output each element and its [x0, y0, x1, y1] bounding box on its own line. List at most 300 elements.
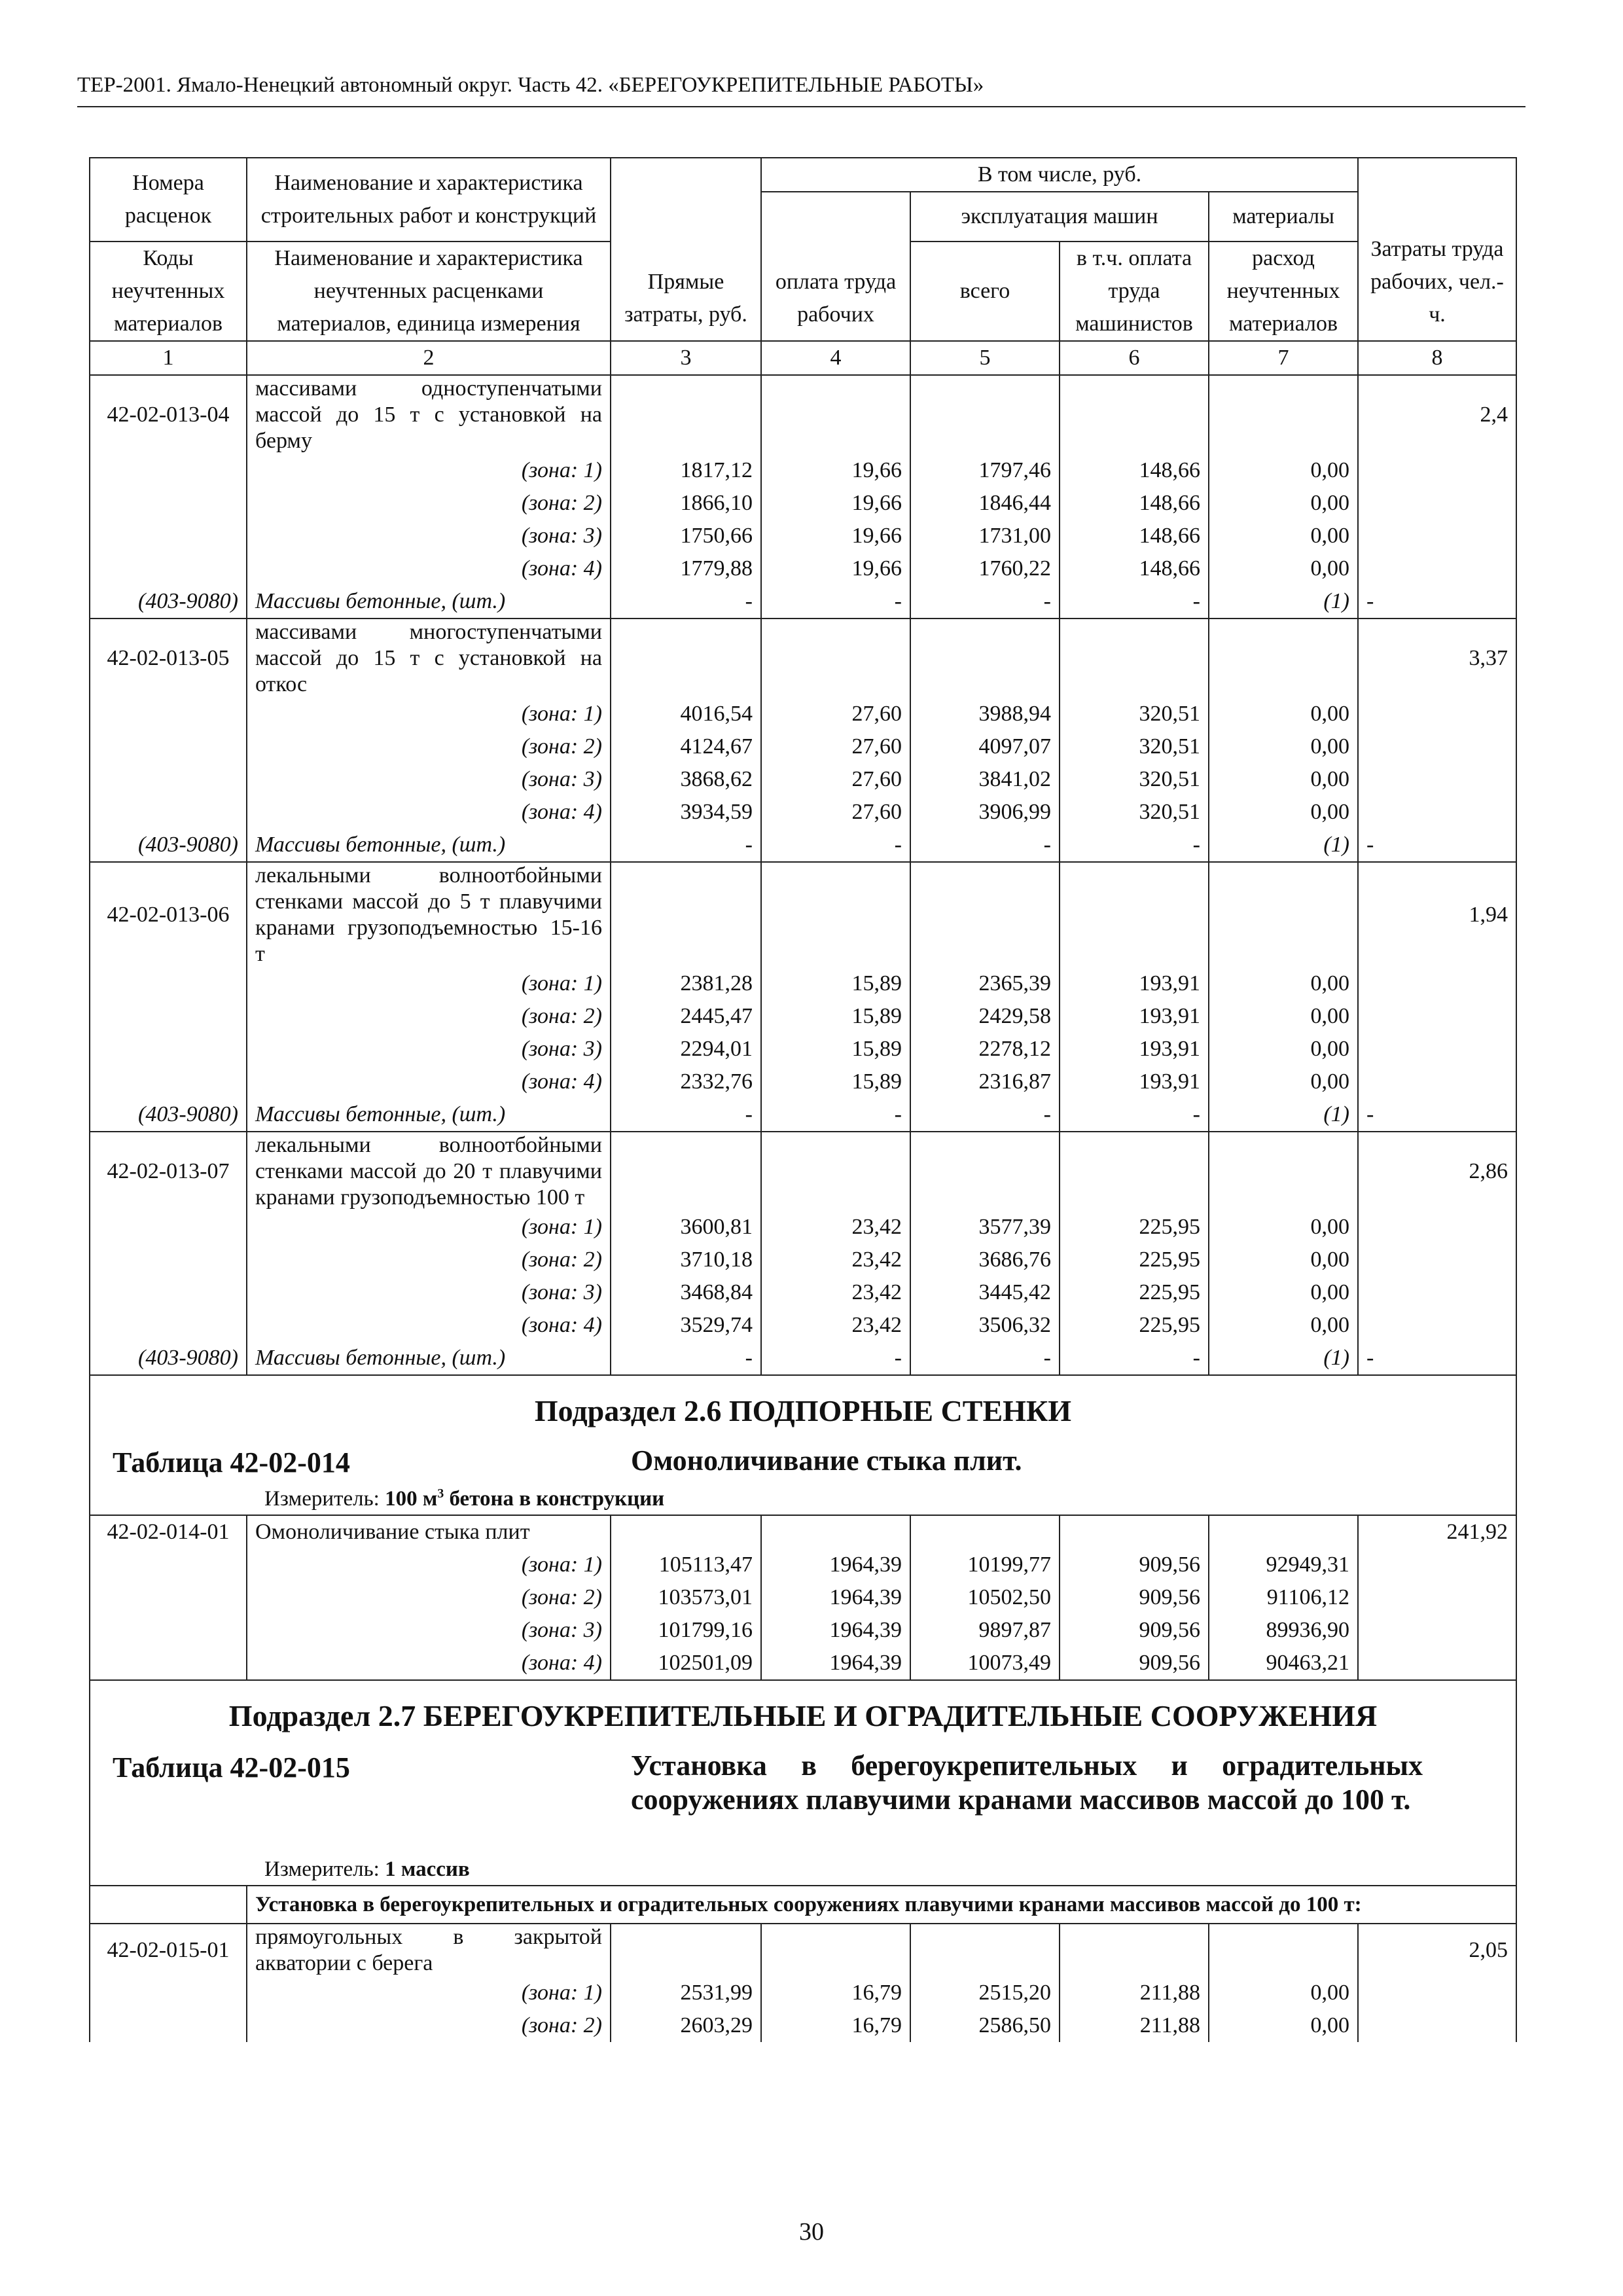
col-including: В том числе, руб. — [761, 158, 1358, 192]
empty-cell — [1358, 552, 1516, 585]
zone-value: 10199,77 — [910, 1549, 1060, 1581]
empty-cell — [90, 1276, 247, 1309]
zone-value: 19,66 — [761, 520, 910, 552]
rate-code: 42-02-015-01 — [90, 1924, 247, 1977]
col-name-top: Наименование и характеристика строительных работ и конструкций — [247, 158, 611, 242]
zone-value: 27,60 — [761, 730, 910, 763]
labor-cost: 2,05 — [1358, 1924, 1516, 1977]
empty-cell — [90, 454, 247, 487]
zone-value: 0,00 — [1209, 1244, 1358, 1276]
rate-description: лекальными волноотбойными стенками массой до 20 т плавучими кранами грузоподъемностью 100 т — [247, 1132, 611, 1211]
dash-cell: - — [611, 829, 761, 862]
zone-value: 320,51 — [1060, 730, 1209, 763]
zone-value: 0,00 — [1209, 552, 1358, 585]
zone-value: 909,56 — [1060, 1614, 1209, 1647]
col-num: 6 — [1060, 341, 1209, 375]
dash-cell: - — [1358, 1098, 1516, 1132]
rate-description: лекальными волноотбойными стенками массой до 5 т плавучими кранами грузоподъемностью 15-16 т — [247, 862, 611, 967]
table-row — [90, 1581, 1516, 1614]
zone-value: 91106,12 — [1209, 1581, 1358, 1614]
zone-value: 2445,47 — [611, 1000, 761, 1033]
dash-cell: - — [910, 585, 1060, 619]
zone-label: (зона: 2) — [247, 730, 611, 763]
empty-cell — [761, 1515, 910, 1549]
zone-value: 105113,47 — [611, 1549, 761, 1581]
material-qty: (1) — [1209, 585, 1358, 619]
table-row — [90, 763, 1516, 796]
table-row — [90, 585, 1516, 619]
empty-cell — [1358, 1614, 1516, 1647]
empty-cell — [1358, 1581, 1516, 1614]
empty-cell — [90, 1977, 247, 2009]
empty-cell — [1358, 1276, 1516, 1309]
empty-cell — [1358, 763, 1516, 796]
dash-cell: - — [910, 1098, 1060, 1132]
zone-value: 90463,21 — [1209, 1647, 1358, 1680]
empty-cell — [1358, 796, 1516, 829]
zone-label: (зона: 3) — [247, 1614, 611, 1647]
header-rule — [77, 106, 1525, 107]
material-name: Массивы бетонные, (шт.) — [247, 829, 611, 862]
zone-label: (зона: 1) — [247, 1977, 611, 2009]
empty-cell — [1209, 375, 1358, 454]
section-26-block — [90, 1375, 1516, 1515]
empty-cell — [1358, 1211, 1516, 1244]
dash-cell: - — [611, 1342, 761, 1375]
zone-value: 0,00 — [1209, 520, 1358, 552]
empty-cell — [611, 619, 761, 698]
zone-value: 9897,87 — [910, 1614, 1060, 1647]
zone-value: 193,91 — [1060, 1000, 1209, 1033]
zone-value: 320,51 — [1060, 796, 1209, 829]
empty-cell — [1060, 862, 1209, 967]
table-title: Омоноличивание стыка плит. — [631, 1444, 1022, 1477]
dash-cell: - — [1060, 1098, 1209, 1132]
col-code-bottom: Коды неучтенных материалов — [90, 242, 247, 341]
empty-cell — [1209, 1515, 1358, 1549]
empty-cell — [1060, 619, 1209, 698]
zone-value: 1797,46 — [910, 454, 1060, 487]
zone-value: 10073,49 — [910, 1647, 1060, 1680]
dash-cell: - — [611, 585, 761, 619]
table-row — [90, 375, 1516, 454]
dash-cell: - — [761, 1342, 910, 1375]
empty-cell — [611, 1515, 761, 1549]
zone-value: 1731,00 — [910, 520, 1060, 552]
rate-description: прямоугольных в закрытой акватории с берега — [247, 1924, 611, 1977]
zone-value: 3577,39 — [910, 1211, 1060, 1244]
empty-cell — [1060, 1924, 1209, 1977]
zone-label: (зона: 1) — [247, 698, 611, 730]
table-row — [90, 1309, 1516, 1342]
zone-value: 148,66 — [1060, 487, 1209, 520]
dash-cell: - — [761, 1098, 910, 1132]
col-machines-total: всего — [910, 242, 1060, 341]
empty-cell — [1358, 2009, 1516, 2042]
material-qty: (1) — [1209, 829, 1358, 862]
zone-value: 2429,58 — [910, 1000, 1060, 1033]
table-row — [90, 730, 1516, 763]
section-title: Подраздел 2.7 БЕРЕГОУКРЕПИТЕЛЬНЫЕ И ОГРАДИТЕЛЬНЫЕ СООРУЖЕНИЯ — [228, 1699, 1378, 1732]
empty-cell — [1358, 1977, 1516, 2009]
empty-cell — [1358, 1309, 1516, 1342]
labor-cost: 2,86 — [1358, 1132, 1516, 1211]
material-name: Массивы бетонные, (шт.) — [247, 585, 611, 619]
empty-cell — [90, 1309, 247, 1342]
dash-cell: - — [1358, 585, 1516, 619]
empty-cell — [910, 1515, 1060, 1549]
zone-value: 2332,76 — [611, 1066, 761, 1098]
empty-cell — [1060, 1515, 1209, 1549]
empty-cell — [1358, 1549, 1516, 1581]
empty-cell — [611, 375, 761, 454]
labor-cost: 1,94 — [1358, 862, 1516, 967]
empty-cell — [90, 2009, 247, 2042]
zone-label: (зона: 4) — [247, 1066, 611, 1098]
table-row — [90, 1647, 1516, 1680]
table-row — [90, 1375, 1516, 1515]
empty-cell — [761, 1132, 910, 1211]
material-name: Массивы бетонные, (шт.) — [247, 1342, 611, 1375]
table-row — [90, 698, 1516, 730]
material-qty: (1) — [1209, 1098, 1358, 1132]
dash-cell: - — [1060, 829, 1209, 862]
empty-cell — [90, 1244, 247, 1276]
zone-value: 2603,29 — [611, 2009, 761, 2042]
table-row — [90, 1886, 1516, 1924]
empty-cell — [910, 862, 1060, 967]
zone-value: 89936,90 — [1209, 1614, 1358, 1647]
table-row — [90, 967, 1516, 1000]
zone-value: 1964,39 — [761, 1581, 910, 1614]
empty-cell — [1358, 698, 1516, 730]
zone-value: 27,60 — [761, 763, 910, 796]
empty-cell — [1060, 1132, 1209, 1211]
material-code: (403-9080) — [90, 829, 247, 862]
col-labor: Затраты труда рабочих, чел.-ч. — [1358, 158, 1516, 341]
empty-cell — [90, 487, 247, 520]
labor-cost: 2,4 — [1358, 375, 1516, 454]
dash-cell: - — [910, 1342, 1060, 1375]
empty-cell — [1209, 619, 1358, 698]
zone-value: 102501,09 — [611, 1647, 761, 1680]
empty-cell — [910, 375, 1060, 454]
dash-cell: - — [1358, 1342, 1516, 1375]
empty-cell — [1358, 454, 1516, 487]
empty-cell — [90, 1581, 247, 1614]
meas-label: Измеритель: — [264, 1487, 380, 1511]
zone-value: 0,00 — [1209, 454, 1358, 487]
zone-label: (зона: 4) — [247, 1309, 611, 1342]
zone-value: 2365,39 — [910, 967, 1060, 1000]
empty-cell — [90, 796, 247, 829]
zone-label: (зона: 1) — [247, 967, 611, 1000]
rates-table — [89, 157, 1517, 2042]
zone-value: 19,66 — [761, 487, 910, 520]
empty-cell — [90, 552, 247, 585]
zone-value: 16,79 — [761, 1977, 910, 2009]
subheading: Установка в берегоукрепительных и оградительных сооружениях плавучими кранами массивов массой до 100 т: — [247, 1886, 1516, 1924]
zone-value: 23,42 — [761, 1276, 910, 1309]
empty-cell — [90, 730, 247, 763]
page-number: 30 — [799, 2218, 824, 2246]
zone-value: 0,00 — [1209, 763, 1358, 796]
zone-value: 15,89 — [761, 967, 910, 1000]
dash-cell: - — [761, 585, 910, 619]
col-num: 3 — [611, 341, 761, 375]
zone-value: 0,00 — [1209, 2009, 1358, 2042]
zone-label: (зона: 4) — [247, 1647, 611, 1680]
zone-value: 0,00 — [1209, 487, 1358, 520]
zone-value: 211,88 — [1060, 1977, 1209, 2009]
zone-value: 1964,39 — [761, 1614, 910, 1647]
table-row — [90, 1614, 1516, 1647]
empty-cell — [611, 1924, 761, 1977]
col-num: 8 — [1358, 341, 1516, 375]
labor-cost: 3,37 — [1358, 619, 1516, 698]
zone-value: 909,56 — [1060, 1581, 1209, 1614]
zone-value: 148,66 — [1060, 520, 1209, 552]
zone-value: 2586,50 — [910, 2009, 1060, 2042]
zone-value: 0,00 — [1209, 1000, 1358, 1033]
zone-value: 3710,18 — [611, 1244, 761, 1276]
zone-value: 1866,10 — [611, 487, 761, 520]
dash-cell: - — [1358, 829, 1516, 862]
table-row — [90, 1276, 1516, 1309]
empty-cell — [1358, 1244, 1516, 1276]
zone-value: 92949,31 — [1209, 1549, 1358, 1581]
dash-cell: - — [1060, 1342, 1209, 1375]
section-title: Подраздел 2.6 ПОДПОРНЫЕ СТЕНКИ — [534, 1394, 1072, 1427]
table-label: Таблица 42-02-015 — [113, 1751, 350, 1784]
empty-cell — [761, 375, 910, 454]
meas-label: Измеритель: — [264, 1857, 380, 1881]
rate-code: 42-02-013-05 — [90, 619, 247, 698]
rate-description: массивами одноступенчатыми массой до 15 т с установкой на берму — [247, 375, 611, 454]
zone-value: 19,66 — [761, 552, 910, 585]
zone-value: 2531,99 — [611, 1977, 761, 2009]
zone-value: 4124,67 — [611, 730, 761, 763]
labor-cost: 241,92 — [1358, 1515, 1516, 1549]
col-num: 7 — [1209, 341, 1358, 375]
zone-value: 3468,84 — [611, 1276, 761, 1309]
zone-value: 0,00 — [1209, 1211, 1358, 1244]
material-code: (403-9080) — [90, 585, 247, 619]
zone-value: 2515,20 — [910, 1977, 1060, 2009]
table-row — [90, 1033, 1516, 1066]
empty-cell — [1358, 730, 1516, 763]
col-materials: материалы — [1209, 192, 1358, 242]
dash-cell: - — [1060, 585, 1209, 619]
empty-cell — [90, 520, 247, 552]
zone-value: 10502,50 — [910, 1581, 1060, 1614]
table-row — [90, 1515, 1516, 1549]
zone-value: 225,95 — [1060, 1244, 1209, 1276]
col-unaccounted: расход неучтенных материалов — [1209, 242, 1358, 341]
zone-value: 3445,42 — [910, 1276, 1060, 1309]
empty-cell — [1209, 1132, 1358, 1211]
measurement-unit — [98, 1483, 1508, 1515]
zone-value: 193,91 — [1060, 1033, 1209, 1066]
meas-value: 1 массив — [385, 1857, 470, 1881]
empty-cell — [1358, 1000, 1516, 1033]
empty-cell — [611, 1132, 761, 1211]
empty-cell — [90, 1614, 247, 1647]
table-row — [90, 2009, 1516, 2042]
zone-value: 101799,16 — [611, 1614, 761, 1647]
zone-label: (зона: 3) — [247, 1033, 611, 1066]
zone-value: 3600,81 — [611, 1211, 761, 1244]
table-row — [90, 1977, 1516, 2009]
table-label: Таблица 42-02-014 — [113, 1446, 350, 1479]
empty-cell — [1358, 1033, 1516, 1066]
rate-code: 42-02-013-06 — [90, 862, 247, 967]
zone-value: 0,00 — [1209, 967, 1358, 1000]
table-row — [90, 1000, 1516, 1033]
zone-value: 1750,66 — [611, 520, 761, 552]
zone-value: 0,00 — [1209, 1276, 1358, 1309]
table-row — [90, 1211, 1516, 1244]
zone-value: 225,95 — [1060, 1309, 1209, 1342]
col-num: 4 — [761, 341, 910, 375]
col-name-bottom: Наименование и характеристика неучтенных расценками материалов, единица измерения — [247, 242, 611, 341]
empty-cell — [1358, 1647, 1516, 1680]
table-heading — [98, 1749, 1508, 1854]
zone-label: (зона: 2) — [247, 2009, 611, 2042]
zone-value: 0,00 — [1209, 730, 1358, 763]
zone-label: (зона: 2) — [247, 1244, 611, 1276]
rate-code: 42-02-014-01 — [90, 1515, 247, 1549]
zone-value: 4016,54 — [611, 698, 761, 730]
zone-label: (зона: 2) — [247, 1581, 611, 1614]
zone-value: 23,42 — [761, 1309, 910, 1342]
zone-value: 23,42 — [761, 1244, 910, 1276]
meas-value-pre: 100 м — [385, 1487, 438, 1511]
zone-value: 3934,59 — [611, 796, 761, 829]
zone-label: (зона: 1) — [247, 1549, 611, 1581]
empty-cell — [1358, 967, 1516, 1000]
zone-value: 19,66 — [761, 454, 910, 487]
empty-cell — [90, 1066, 247, 1098]
dash-cell: - — [611, 1098, 761, 1132]
zone-value: 0,00 — [1209, 1977, 1358, 2009]
zone-value: 4097,07 — [910, 730, 1060, 763]
empty-cell — [761, 1924, 910, 1977]
table-row — [90, 552, 1516, 585]
meas-value-post: бетона в конструкции — [444, 1487, 665, 1511]
zone-value: 909,56 — [1060, 1647, 1209, 1680]
zone-value: 193,91 — [1060, 1066, 1209, 1098]
zone-value: 1964,39 — [761, 1647, 910, 1680]
table-row — [90, 619, 1516, 698]
empty-cell — [90, 1033, 247, 1066]
empty-cell — [90, 1549, 247, 1581]
empty-cell — [1358, 1066, 1516, 1098]
empty-cell — [1209, 862, 1358, 967]
empty-cell — [90, 967, 247, 1000]
zone-value: 320,51 — [1060, 698, 1209, 730]
zone-value: 15,89 — [761, 1033, 910, 1066]
material-code: (403-9080) — [90, 1098, 247, 1132]
zone-label: (зона: 2) — [247, 1000, 611, 1033]
empty-cell — [1358, 487, 1516, 520]
zone-value: 0,00 — [1209, 1309, 1358, 1342]
table-row — [90, 1342, 1516, 1375]
zone-value: 3868,62 — [611, 763, 761, 796]
zone-label: (зона: 2) — [247, 487, 611, 520]
rate-description: Омоноличивание стыка плит — [247, 1515, 611, 1549]
zone-value: 23,42 — [761, 1211, 910, 1244]
empty-cell — [90, 1211, 247, 1244]
zone-value: 3686,76 — [910, 1244, 1060, 1276]
zone-label: (зона: 1) — [247, 1211, 611, 1244]
zone-value: 225,95 — [1060, 1276, 1209, 1309]
zone-value: 3529,74 — [611, 1309, 761, 1342]
rate-description: массивами многоступенчатыми массой до 15 т с установкой на откос — [247, 619, 611, 698]
zone-value: 1760,22 — [910, 552, 1060, 585]
zone-value: 148,66 — [1060, 454, 1209, 487]
zone-value: 193,91 — [1060, 967, 1209, 1000]
empty-cell — [90, 1886, 247, 1924]
zone-value: 0,00 — [1209, 698, 1358, 730]
section-27-block — [90, 1680, 1516, 1886]
zone-value: 15,89 — [761, 1066, 910, 1098]
table-row — [90, 520, 1516, 552]
col-num: 2 — [247, 341, 611, 375]
table-row — [90, 1244, 1516, 1276]
zone-label: (зона: 1) — [247, 454, 611, 487]
table-row — [90, 1549, 1516, 1581]
empty-cell — [910, 1924, 1060, 1977]
table-row — [90, 1132, 1516, 1211]
col-code-top: Номера расценок — [90, 158, 247, 242]
empty-cell — [90, 1000, 247, 1033]
zone-value: 0,00 — [1209, 1066, 1358, 1098]
rate-code: 42-02-013-07 — [90, 1132, 247, 1211]
table-row — [90, 454, 1516, 487]
zone-value: 2381,28 — [611, 967, 761, 1000]
zone-value: 2294,01 — [611, 1033, 761, 1066]
zone-value: 27,60 — [761, 796, 910, 829]
table-row — [90, 796, 1516, 829]
zone-value: 2278,12 — [910, 1033, 1060, 1066]
zone-label: (зона: 3) — [247, 763, 611, 796]
empty-cell — [611, 862, 761, 967]
table-row — [90, 1680, 1516, 1886]
table-row — [90, 1924, 1516, 1977]
meas-value — [385, 1487, 664, 1511]
empty-cell — [1209, 1924, 1358, 1977]
col-num: 1 — [90, 341, 247, 375]
running-header: ТЕР-2001. Ямало-Ненецкий автономный округ. Часть 42. «БЕРЕГОУКРЕПИТЕЛЬНЫЕ РАБОТЫ» — [77, 73, 984, 97]
material-qty: (1) — [1209, 1342, 1358, 1375]
table-row — [90, 862, 1516, 967]
empty-cell — [910, 619, 1060, 698]
col-wages: оплата труда рабочих — [761, 192, 910, 341]
table-row — [90, 1066, 1516, 1098]
zone-value: 1964,39 — [761, 1549, 910, 1581]
empty-cell — [761, 619, 910, 698]
zone-value: 225,95 — [1060, 1211, 1209, 1244]
zone-value: 16,79 — [761, 2009, 910, 2042]
col-num: 5 — [910, 341, 1060, 375]
col-machines: эксплуатация машин — [910, 192, 1209, 242]
dash-cell: - — [910, 829, 1060, 862]
table-row — [90, 829, 1516, 862]
empty-cell — [1060, 375, 1209, 454]
zone-value: 3506,32 — [910, 1309, 1060, 1342]
empty-cell — [90, 1647, 247, 1680]
